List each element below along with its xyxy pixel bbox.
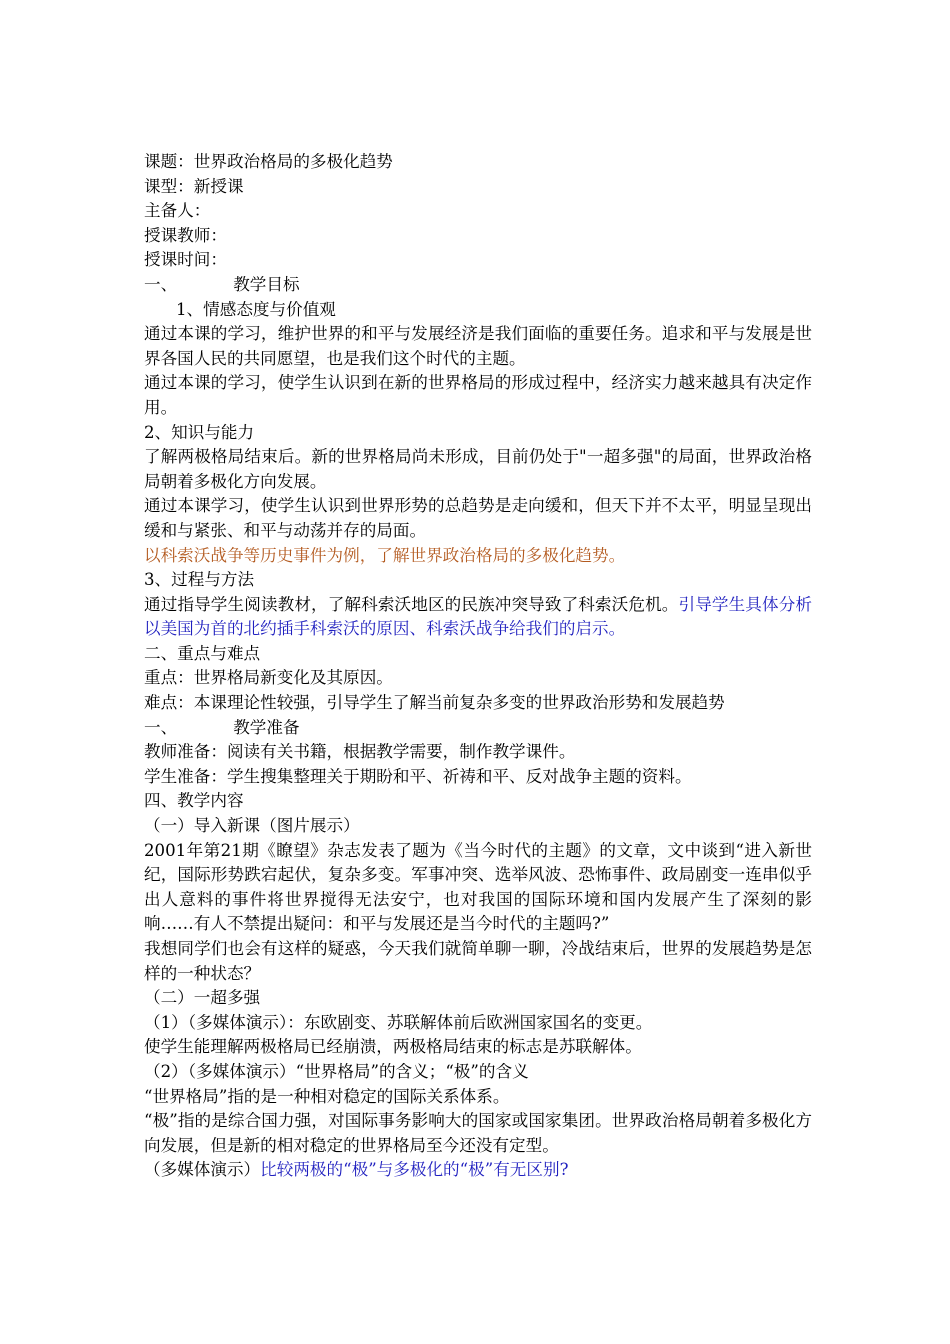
subheading-values: 1、情感态度与价值观: [176, 299, 336, 319]
paragraph: （多媒体演示）比较两极的“极”与多极化的“极”有无区别?: [144, 1160, 569, 1180]
section-heading-objectives: 一、 教学目标: [144, 274, 300, 294]
paragraph: 使学生能理解两极格局已经崩溃，两极格局结束的标志是苏联解体。: [144, 1037, 642, 1057]
lesson-preparer: 主备人：: [144, 201, 211, 221]
lesson-teacher: 授课教师：: [144, 225, 227, 245]
part-superpower: （二）一超多强: [144, 988, 261, 1008]
item-2: （2）（多媒体演示）“世界格局”的含义；“极”的含义: [144, 1061, 529, 1081]
paragraph: 2001年第21期《瞭望》杂志发表了题为《当今时代的主题》的文章，文中谈到“进入新世纪，国际形势跌宕起伏，复杂多变。军事冲突、选举风波、恐怖事件、政局剧变一连串似乎出人意料的事件将世界搅得无法安宁，也对我国的国际环境和国内发展产生了深刻的影响……有人不禁提出疑问：和平与发展还是当今时代的主题吗?”: [144, 840, 812, 934]
item-1: （1）（多媒体演示）：东欧剧变、苏联解体前后欧洲国家国名的变更。: [144, 1012, 653, 1032]
lesson-type: 课型：新授课: [144, 176, 244, 196]
paragraph: 通过指导学生阅读教材，了解科索沃地区的民族冲突导致了科索沃危机。引导学生具体分析以美国为首的北约插手科索沃的原因、科索沃战争给我们的启示。: [144, 594, 813, 639]
highlight-text: 比较两极的“极”与多极化的“极”有无区别?: [260, 1160, 569, 1180]
section-heading-content: 四、教学内容: [144, 791, 244, 811]
key-point: 重点：世界格局新变化及其原因。: [144, 668, 393, 688]
paragraph: 了解两极格局结束后。新的世界格局尚未形成，目前仍处于"一超多强"的局面，世界政治格局朝着多极化方向发展。: [144, 447, 812, 491]
difficulty-point: 难点：本课理论性较强，引导学生了解当前复杂多变的世界政治形势和发展趋势: [144, 693, 725, 713]
section-heading-preparation: 一、 教学准备: [144, 717, 300, 737]
document-page: [144, 150, 812, 1183]
lesson-topic: 课题：世界政治格局的多极化趋势: [144, 152, 393, 171]
highlight-text: 引导学生具体分析以美国为首的北约插手科索沃的原因、科索沃战争给我们的启示。: [144, 594, 813, 639]
paragraph: 通过本课学习，使学生认识到世界形势的总趋势是走向缓和，但天下并不太平，明显呈现出缓和与紧张、和平与动荡并存的局面。: [144, 496, 812, 540]
teacher-preparation: 教师准备：阅读有关书籍，根据教学需要，制作教学课件。: [144, 742, 576, 762]
section-heading-key-points: 二、重点与难点: [144, 643, 261, 663]
paragraph: “世界格局”指的是一种相对稳定的国际关系体系。: [144, 1086, 510, 1106]
lesson-time: 授课时间：: [144, 250, 227, 270]
subheading-knowledge: 2、知识与能力: [144, 422, 255, 442]
part-intro: （一）导入新课（图片展示）: [144, 816, 360, 836]
paragraph: 我想同学们也会有这样的疑惑，今天我们就简单聊一聊，冷战结束后，世界的发展趋势是怎样的一种状态？: [144, 939, 812, 983]
highlight-paragraph: 以科索沃战争等历史事件为例，了解世界政治格局的多极化趋势。: [144, 545, 626, 565]
student-preparation: 学生准备：学生搜集整理关于期盼和平、祈祷和平、反对战争主题的资料。: [144, 766, 692, 786]
paragraph: “极”指的是综合国力强，对国际事务影响大的国家或国家集团。世界政治格局朝着多极化方向发展，但是新的相对稳定的世界格局至今还没有定型。: [144, 1111, 812, 1155]
subheading-process: 3、过程与方法: [144, 570, 255, 590]
paragraph: 通过本课的学习，维护世界的和平与发展经济是我们面临的重要任务。追求和平与发展是世界各国人民的共同愿望，也是我们这个时代的主题。: [144, 324, 812, 368]
paragraph: 通过本课的学习，使学生认识到在新的世界格局的形成过程中，经济实力越来越具有决定作用。: [144, 373, 812, 417]
